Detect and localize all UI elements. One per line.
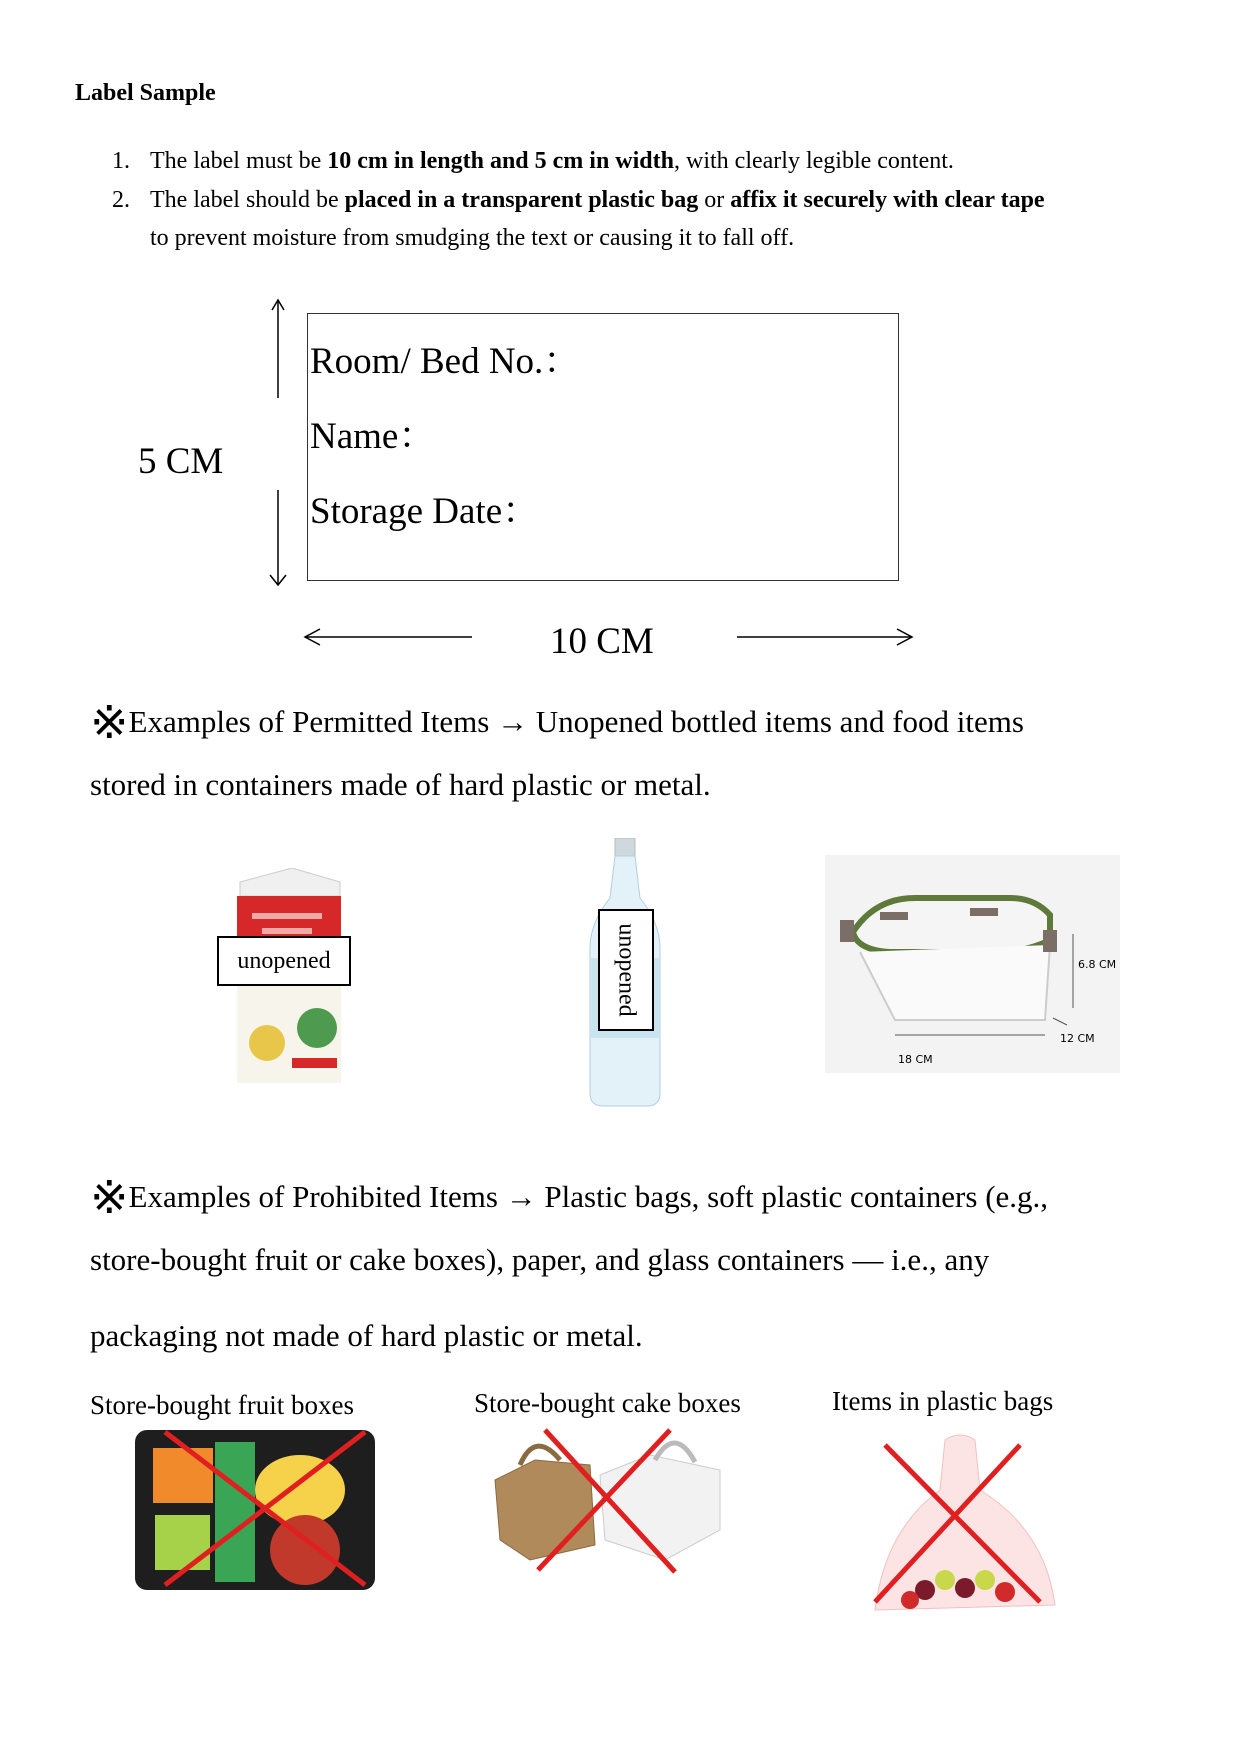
unopened-tag-carton: unopened [217,936,351,986]
prohibited-note-line-2: store-bought fruit or cake boxes), paper, and glass containers — i.e., any [90,1242,990,1277]
rule-1-text-a: The label must be [150,148,328,174]
plastic-container-image [835,890,1125,1075]
container-width-label: 18 CM [898,1053,933,1066]
rule-2-text-a: The label should be [150,187,345,213]
prohibited-note-line-3: packaging not made of hard plastic or metal. [90,1318,643,1353]
rule-2-text-bold-2: affix it securely with clear tape [730,187,1045,213]
rule-2-number: 2. [112,187,130,213]
permitted-note-line-2: stored in containers made of hard plastic or metal. [90,767,711,802]
container-height-label: 6.8 CM [1078,958,1117,971]
label-storage-date: Storage Date： [310,491,540,532]
fruit-box-image [125,1420,395,1600]
plastic-bag-image [865,1430,1065,1620]
cake-box-image [490,1420,730,1580]
container-depth-label: 12 CM [1060,1032,1095,1045]
width-dimension: 10 CM [550,621,654,662]
label-name: Name： [310,416,436,457]
rule-1-text-b: , with clearly legible content. [674,148,954,174]
permitted-note-line-1: ※Examples of Permitted Items → Unopened bottled items and food items [90,697,1024,748]
rule-2-text-b: or [698,187,731,213]
page-title: Label Sample [75,80,216,106]
rule-1-number: 1. [112,148,130,174]
label-room-bed: Room/ Bed No.： [310,341,581,382]
reference-mark-icon: ※ [90,1172,129,1223]
rule-1-text-bold: 10 cm in length and 5 cm in width [327,148,674,174]
height-dimension: 5 CM [138,441,224,482]
caption-cake-boxes: Store-bought cake boxes [474,1388,741,1418]
caption-plastic-bags: Items in plastic bags [832,1386,1054,1416]
unopened-tag-bottle: unopened [598,909,654,1031]
rule-2-text-bold-1: placed in a transparent plastic bag [344,187,699,213]
prohibited-note-line-1: ※Examples of Prohibited Items → Plastic bags, soft plastic containers (e.g., [90,1172,1049,1223]
caption-fruit-boxes: Store-bought fruit boxes [90,1390,354,1420]
rule-2-text-c: to prevent moisture from smudging the text or causing it to fall off. [150,225,795,251]
reference-mark-icon: ※ [90,697,129,748]
